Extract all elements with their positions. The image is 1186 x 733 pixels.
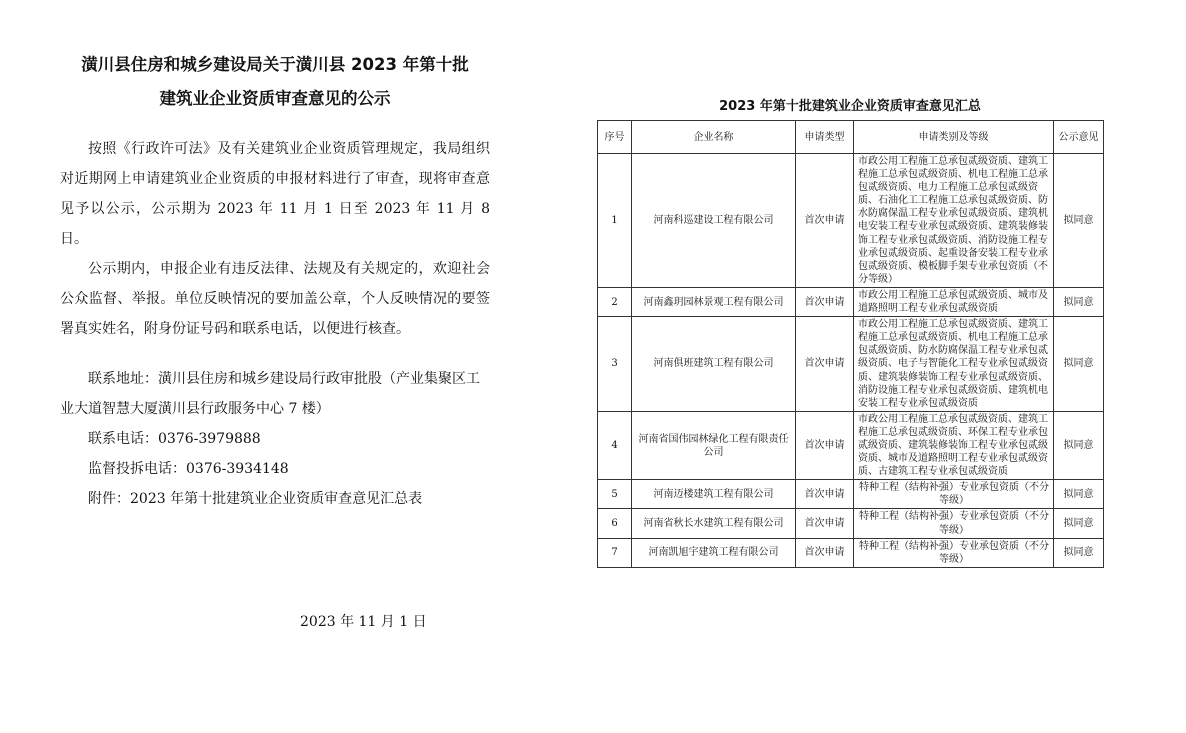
row-no: 4	[598, 411, 632, 479]
row-type: 首次申请	[796, 509, 854, 538]
row-scope: 市政公用工程施工总承包贰级资质、建筑工程施工总承包贰级资质、机电工程施工总承包贰级资质、电力工程施工总承包贰级资质、石油化工工程施工总承包贰级资质、防水防腐保温工程专业承包贰级资质、建筑机电安装工程专业承包贰级资质、建筑装修装饰工程专业承包贰级资质、消防设施工程专业承包贰级资质、起重设备安装工程专业承包贰级资质、模板脚手架专业承包资质（不分等级）	[854, 154, 1054, 288]
row-company: 河南凯旭宇建筑工程有限公司	[632, 538, 796, 567]
attachment-note: 附件：2023 年第十批建筑业企业资质审查意见汇总表	[88, 491, 423, 507]
row-opinion: 拟同意	[1054, 317, 1104, 412]
row-company: 河南鑫玥园林景观工程有限公司	[632, 287, 796, 316]
row-company: 河南俱班建筑工程有限公司	[632, 317, 796, 412]
notice-paragraph-1: 按照《行政许可法》及有关建筑业企业资质管理规定，我局组织对近期网上申请建筑业企业资质的申报材料进行了审查，现将审查意见予以公示，公示期为 2023 年 11 月 1 日至 2023 年 11 月 8 日。	[60, 141, 490, 247]
summary-table	[597, 120, 1104, 568]
header-no: 序号	[598, 121, 632, 154]
row-scope: 市政公用工程施工总承包贰级资质、建筑工程施工总承包贰级资质、环保工程专业承包贰级资质、建筑装修装饰工程专业承包贰级资质、城市及道路照明工程专业承包贰级资质、古建筑工程专业承包贰级资质	[854, 411, 1054, 479]
row-company: 河南科巡建设工程有限公司	[632, 154, 796, 288]
row-opinion: 拟同意	[1054, 154, 1104, 288]
table-row	[598, 480, 1104, 509]
row-opinion: 拟同意	[1054, 509, 1104, 538]
notice-column	[60, 48, 490, 514]
row-type: 首次申请	[796, 317, 854, 412]
row-opinion: 拟同意	[1054, 538, 1104, 567]
contact-phone: 联系电话：0376-3979888	[88, 431, 261, 447]
row-type: 首次申请	[796, 411, 854, 479]
row-no: 2	[598, 287, 632, 316]
row-scope: 特种工程（结构补强）专业承包资质（不分等级）	[854, 509, 1054, 538]
row-no: 5	[598, 480, 632, 509]
row-no: 1	[598, 154, 632, 288]
complaint-phone: 监督投拆电话：0376-3934148	[88, 461, 289, 477]
row-no: 7	[598, 538, 632, 567]
table-row	[598, 317, 1104, 412]
notice-title	[60, 48, 490, 116]
row-type: 首次申请	[796, 287, 854, 316]
notice-title-line1: 潢川县住房和城乡建设局关于潢川县 2023 年第十批	[81, 55, 469, 74]
header-type: 申请类型	[796, 121, 854, 154]
header-scope: 申请类别及等级	[854, 121, 1054, 154]
row-opinion: 拟同意	[1054, 411, 1104, 479]
header-opinion: 公示意见	[1054, 121, 1104, 154]
row-scope: 特种工程（结构补强）专业承包资质（不分等级）	[854, 480, 1054, 509]
row-no: 6	[598, 509, 632, 538]
row-opinion: 拟同意	[1054, 480, 1104, 509]
table-row	[598, 287, 1104, 316]
notice-paragraph-2: 公示期内，申报企业有违反法律、法规及有关规定的，欢迎社会公众监督、举报。单位反映情况的要加盖公章，个人反映情况的要签署真实姓名，附身份证号码和联系电话，以便进行核查。	[60, 261, 490, 337]
notice-date: 2023 年 11 月 1 日	[300, 614, 427, 630]
summary-table-title: 2023 年第十批建筑业企业资质审查意见汇总	[719, 99, 981, 114]
contact-address: 联系地址：潢川县住房和城乡建设局行政审批股（产业集聚区工业大道智慧大厦潢川县行政服务中心 7 楼）	[60, 371, 480, 417]
row-no: 3	[598, 317, 632, 412]
row-scope: 特种工程（结构补强）专业承包资质（不分等级）	[854, 538, 1054, 567]
row-company: 河南迈楼建筑工程有限公司	[632, 480, 796, 509]
header-company: 企业名称	[632, 121, 796, 154]
table-row	[598, 154, 1104, 288]
row-scope: 市政公用工程施工总承包贰级资质、建筑工程施工总承包贰级资质、机电工程施工总承包贰级资质、防水防腐保温工程专业承包贰级资质、电子与智能化工程专业承包贰级资质、建筑装修装饰工程专业承包贰级资质、消防设施工程专业承包贰级资质、建筑机电安装工程专业承包贰级资质	[854, 317, 1054, 412]
row-scope: 市政公用工程施工总承包贰级资质、城市及道路照明工程专业承包贰级资质	[854, 287, 1054, 316]
table-row	[598, 538, 1104, 567]
row-type: 首次申请	[796, 480, 854, 509]
table-header-row	[598, 121, 1104, 154]
notice-title-line2: 建筑业企业资质审查意见的公示	[159, 89, 391, 108]
table-row	[598, 411, 1104, 479]
row-company: 河南省秋长水建筑工程有限公司	[632, 509, 796, 538]
row-type: 首次申请	[796, 538, 854, 567]
table-row	[598, 509, 1104, 538]
summary-table-section	[597, 94, 1103, 568]
row-company: 河南省国伟园林绿化工程有限责任公司	[632, 411, 796, 479]
row-opinion: 拟同意	[1054, 287, 1104, 316]
row-type: 首次申请	[796, 154, 854, 288]
